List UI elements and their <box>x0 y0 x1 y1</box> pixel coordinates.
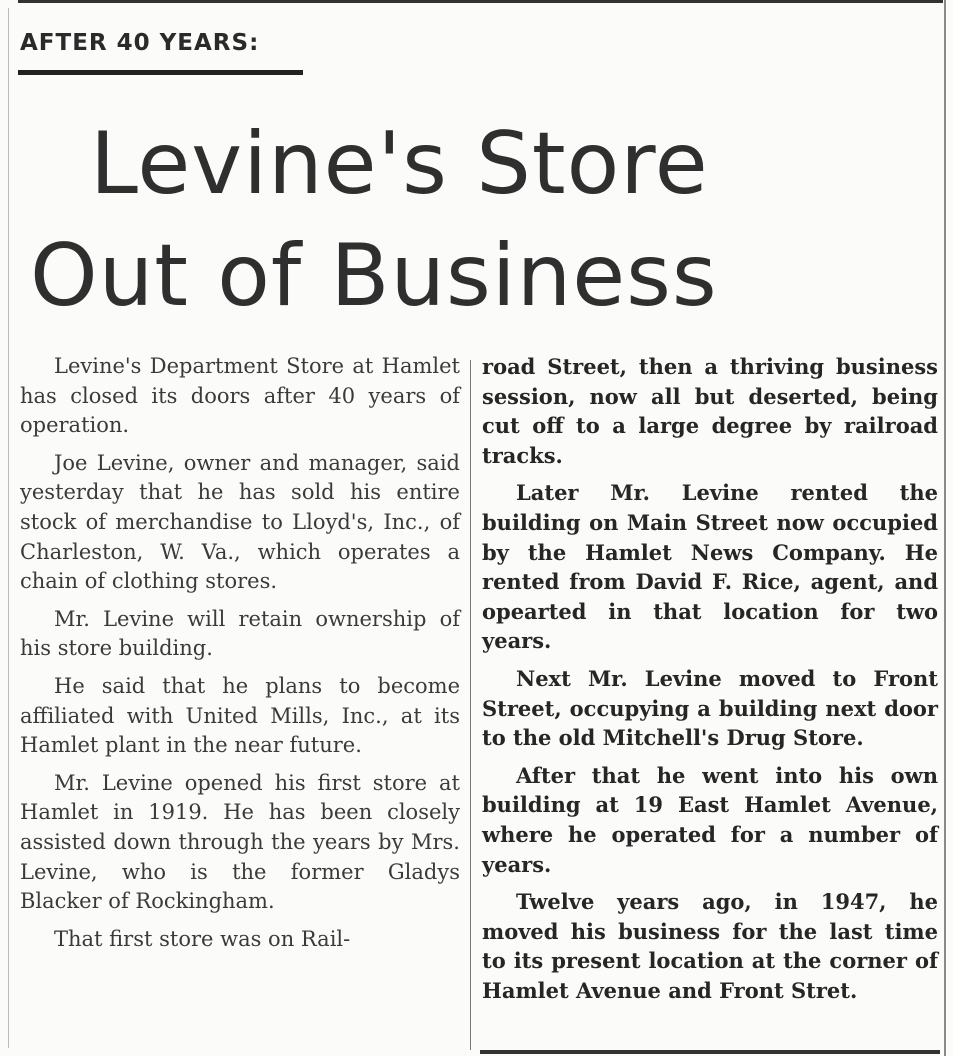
paragraph: Next Mr. Levine moved to Front Street, occupying a building next door to the old Mitchell's Drug Store. <box>482 665 938 751</box>
article-column-left <box>20 352 460 962</box>
kicker-underline <box>18 70 303 75</box>
headline <box>20 108 920 332</box>
paragraph: He said that he plans to become affiliated with United Mills, Inc., at its Hamlet plant in the near future. <box>20 673 460 758</box>
kicker-heading: AFTER 40 YEARS: <box>20 30 260 56</box>
paragraph: After that he went into his own building at 19 East Hamlet Avenue, where he operated for a number of years. <box>482 762 938 877</box>
paragraph: Twelve years ago, in 1947, he moved his business for the last time to its present location at the corner of Hamlet Avenue and Front Stret. <box>482 889 938 1003</box>
left-border-rule <box>8 8 9 1048</box>
paragraph: Mr. Levine opened his first store at Hamlet in 1919. He has been closely assisted down through the years by Mrs. Levine, who is the former Gladys Blacker of Rockingham. <box>20 770 460 914</box>
paragraph: Later Mr. Levine rented the building on Main Street now occupied by the Hamlet News Company. He rented from David F. Rice, agent, and opearted in that location for two years. <box>482 480 938 654</box>
paragraph: That first store was on Rail- <box>54 926 351 951</box>
bottom-border-rule <box>480 1050 940 1054</box>
top-border-rule <box>18 0 943 3</box>
paragraph: Levine's Department Store at Hamlet has closed its doors after 40 years of operation. <box>20 354 460 438</box>
paragraph: Joe Levine, owner and manager, said yesterday that he has sold his entire stock of merchandise to Lloyd's, Inc., of Charleston, W. Va., which operates a chain of clothing stores. <box>20 450 460 594</box>
article-column-right <box>482 352 938 1013</box>
paragraph: Mr. Levine will retain ownership of his store building. <box>20 606 460 661</box>
right-border-rule <box>944 0 946 1056</box>
headline-line-1: Levine's Store <box>90 114 709 214</box>
column-divider <box>470 360 471 1050</box>
paragraph-continued: road Street, then a thriving business session, now all but deserted, being cut off to a large degree by railroad tracks. <box>482 354 938 468</box>
headline-line-2: Out of Business <box>30 226 718 326</box>
